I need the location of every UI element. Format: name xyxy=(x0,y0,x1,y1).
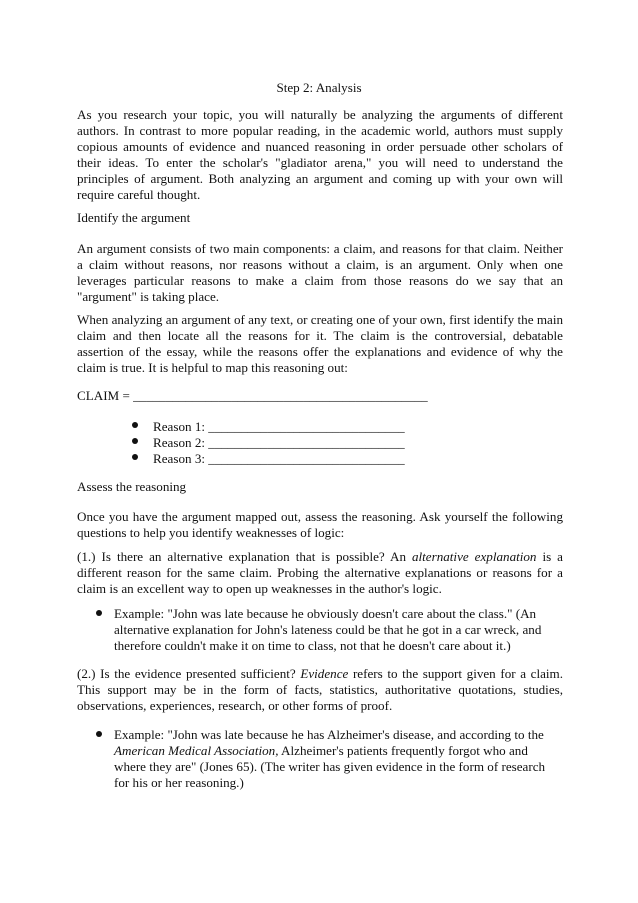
question-1-paragraph xyxy=(77,549,563,597)
q2-term: Evidence xyxy=(300,666,349,681)
reason-item xyxy=(127,451,405,467)
example-2-text xyxy=(114,727,563,791)
example-2-text-start: Example: "John was late because he has Alzheimer's disease, and according to the xyxy=(114,727,544,742)
heading-assess-reasoning: Assess the reasoning xyxy=(77,479,187,494)
components-paragraph: An argument consists of two main components: a claim, and reasons for that claim. Neither a claim without reasons, nor reasons without a claim, is an argument. Only when one leverages particular reasons to make a claim from those reasons do we say that an "argument" is taking place. xyxy=(77,241,563,304)
bullet-icon xyxy=(96,610,102,616)
intro-paragraph: As you research your topic, you will naturally be analyzing the arguments of different authors. In contrast to more popular reading, in the academic world, authors must supply copious amounts of evidence and nuanced reasoning in order persuade other scholars of their ideas. To enter the scholar's "gladiator arena," you will need to understand the principles of argument. Both analyzing an argument and coming up with your own will require careful thought. xyxy=(77,107,563,202)
bullet-icon xyxy=(132,438,138,444)
bullet-icon xyxy=(132,454,138,460)
reason-2-text: Reason 2: ______________________________ xyxy=(153,434,405,450)
example-2 xyxy=(93,727,563,791)
reason-3-text: Reason 3: ______________________________ xyxy=(153,450,405,466)
assess-paragraph: Once you have the argument mapped out, assess the reasoning. Ask yourself the following questions to help you identify weaknesses of logic: xyxy=(77,509,563,540)
claim-line: CLAIM = _____________________________________________ xyxy=(77,388,428,403)
q1-term: alternative explanation xyxy=(411,549,537,564)
reasons-list xyxy=(127,419,405,467)
q1-text-start: (1.) Is there an alternative explanation that is possible? An xyxy=(77,549,412,564)
reason-item xyxy=(127,435,405,451)
q2-text-end: refers to the support given for a claim. This support may be in the form of facts, statistics, authoritative quotations, studies, observations, experiences, research, or other forms of proof. xyxy=(77,666,563,713)
page-title: Step 2: Analysis xyxy=(276,80,362,95)
q1-text-end: is a different reason for the same claim. Probing the alternative explanations or reasons for a claim is an excellent way to open up weaknesses in the author's logic. xyxy=(77,549,563,596)
bullet-icon xyxy=(132,422,138,428)
example-1 xyxy=(93,606,563,654)
example-2-text-end: Alzheimer's patients frequently forgot who and where they are" (Jones 65). (The writer has given evidence in the form of research for his or her reasoning.) xyxy=(114,742,546,790)
question-2-paragraph xyxy=(77,666,563,714)
bullet-icon xyxy=(96,731,102,737)
reason-1-text: Reason 1: ______________________________ xyxy=(153,419,405,434)
reason-item xyxy=(127,419,405,435)
heading-identify-argument: Identify the argument xyxy=(77,210,191,225)
q2-text-start: (2.) Is the evidence presented sufficient? xyxy=(77,666,301,681)
example-1-text: Example: "John was late because he obviously doesn't care about the class." (An alternative explanation for John's lateness could be that he got in a car wreck, and therefore couldn't make it on time to class, not that he doesn't care about it.) xyxy=(114,606,542,653)
analyzing-paragraph: When analyzing an argument of any text, or creating one of your own, first identify the main claim and then locate all the reasons for it. The claim is the controversial, debatable assertion of the essay, while the reasons offer the explanations and evidence of why the claim is true. It is helpful to map this reasoning out: xyxy=(77,312,563,375)
example-2-source: American Medical Association, xyxy=(114,742,279,758)
